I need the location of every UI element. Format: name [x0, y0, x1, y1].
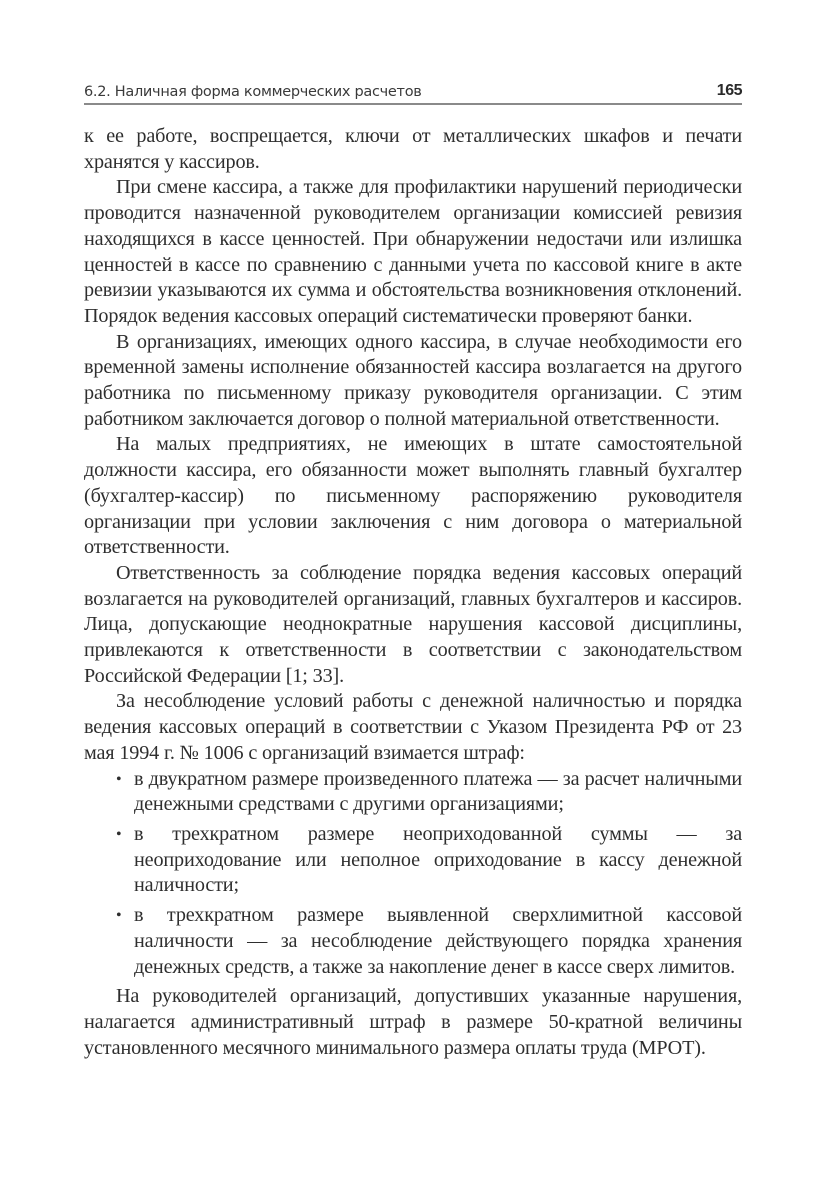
paragraph-fines-intro: За несоблюдение условий работы с денежной наличностью и порядка ведения кассовых операций в соответствии с Указом Президента РФ от 23 мая 1994 г. № 1006 с организаций взимается штраф: [84, 690, 742, 764]
paragraph-continuation: к ее работе, воспрещается, ключи от металлических шкафов и печати хранятся у кассиров. [84, 125, 742, 173]
paragraph-cashier-change-audit: При смене кассира, а также для профилактики нарушений периодически проводится назначенной руководителем организации комиссией ревизия находящихся в кассе ценностей. При обнаружении недостачи или излишка ценностей в кассе по сравнению с данными учета по кассовой книге в акте ревизии указываются их сумма и обстоятельства возникновения отклонений. Порядок ведения кассовых операций систематически проверяют банки. [84, 176, 742, 327]
list-item-text: в трехкратном размере выявленной сверхлимитной кассовой наличности — за несоблюдение действующего порядка хранения денежных средств, а также за накопление денег в кассе сверх лимитов. [134, 904, 742, 978]
page-number: 165 [716, 82, 742, 99]
chapter-title: 6.2. Наличная форма коммерческих расчетов [84, 84, 422, 100]
bullet-icon: • [116, 907, 122, 925]
running-header [84, 78, 742, 105]
list-item [116, 903, 742, 980]
paragraph-small-enterprises: На малых предприятиях, не имеющих в штате самостоятельной должности кассира, его обязанности может выполнять главный бухгалтер (бухгалтер-кассир) по письменному распоряжению руководителя организации при условии заключения с ним договора о материальной ответственности. [84, 433, 742, 559]
list-item [116, 767, 742, 818]
paragraph-single-cashier: В организациях, имеющих одного кассира, в случае необходимости его временной замены исполнение обязанностей кассира возлагается на другого работника по письменному приказу руководителя организации. С этим работником заключается договор о полной материальной ответственности. [84, 330, 742, 430]
bullet-icon: • [116, 770, 122, 788]
paragraph-administrative-fine: На руководителей организаций, допустивших указанные нарушения, налагается административный штраф в размере 50-кратной величины установленного месячного минимального размера оплаты труда (МРОТ). [84, 985, 742, 1059]
book-page [84, 78, 742, 1061]
list-item-text: в двукратном размере произведенного платежа — за расчет наличными денежными средствами с другими организациями; [134, 767, 742, 816]
bullet-icon: • [116, 825, 122, 843]
list-item-text: в трехкратном размере неоприходованной суммы — за неоприходование или неполное оприходование в кассу денежной наличности; [134, 822, 742, 897]
list-item [116, 822, 742, 899]
body-text [84, 124, 742, 1061]
paragraph-responsibility: Ответственность за соблюдение порядка ведения кассовых операций возлагается на руководителей организаций, главных бухгалтеров и кассиров. Лица, допускающие неоднократные нарушения кассовой дисциплины, привлекаются к ответственности в соответствии с законодательством Российской Федерации [1; 33]. [84, 561, 742, 687]
fines-list [84, 767, 742, 981]
